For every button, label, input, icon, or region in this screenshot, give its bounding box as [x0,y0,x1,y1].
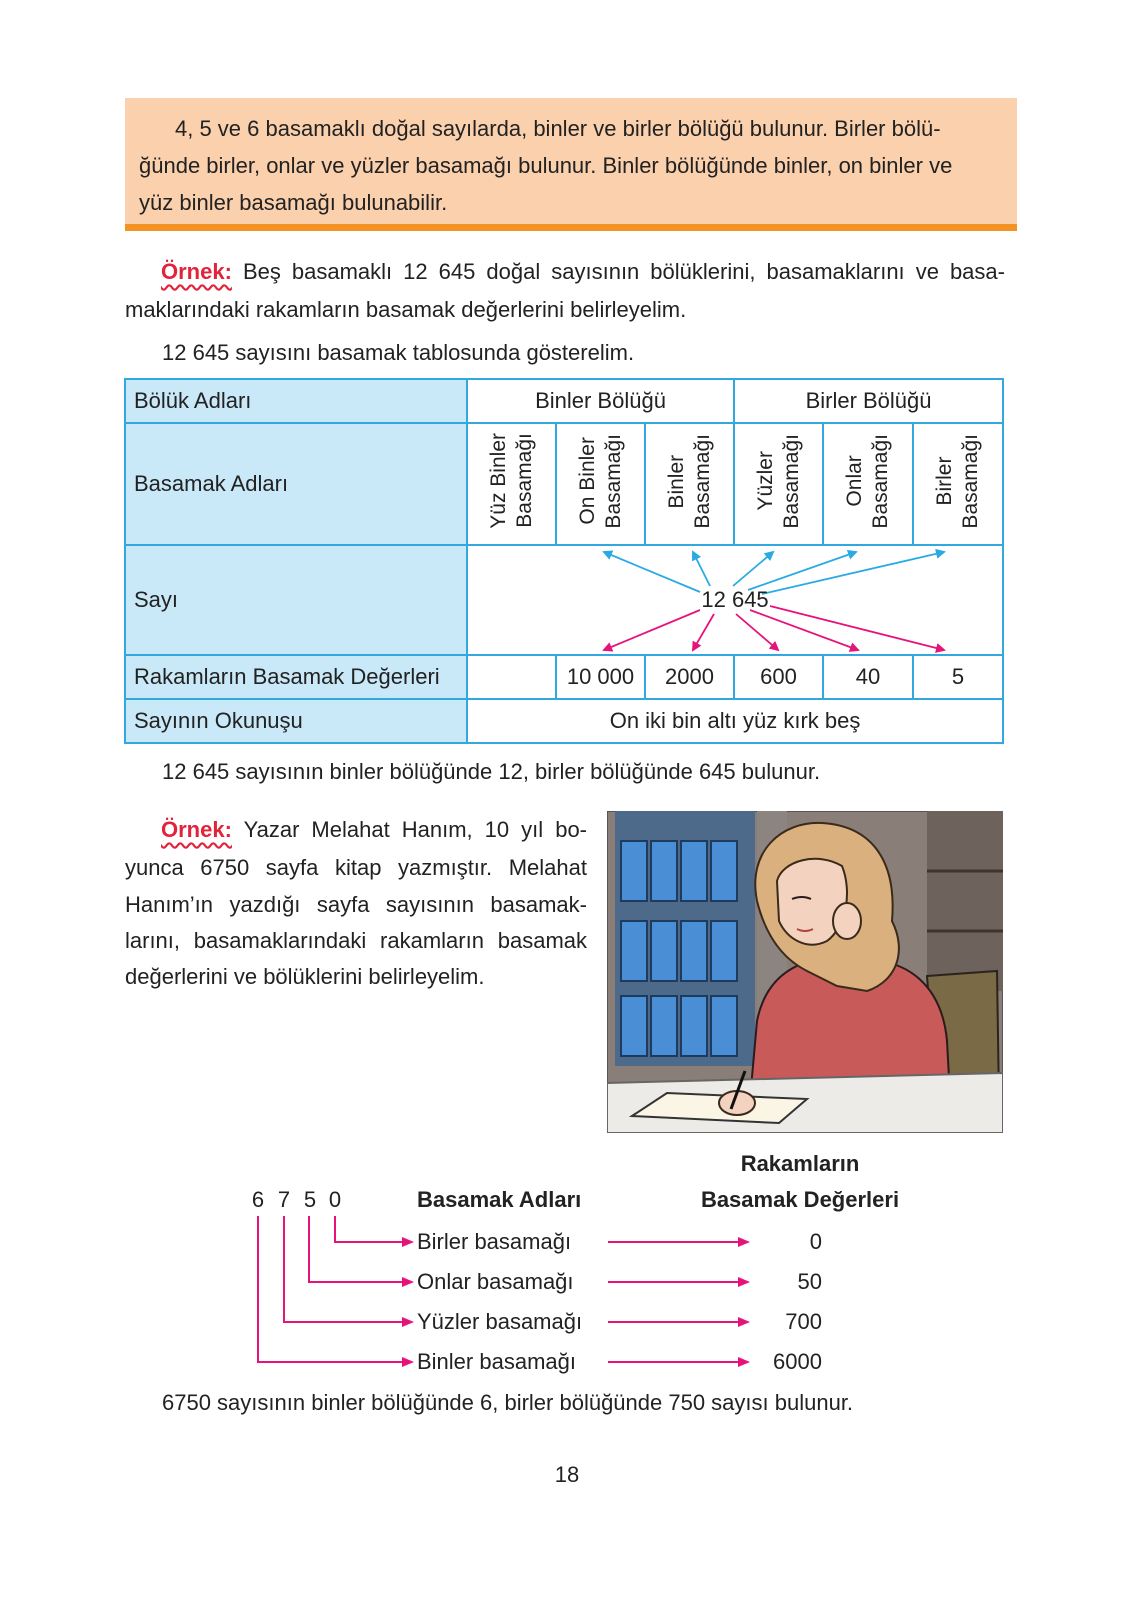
digit-0: 0 [328,1187,342,1212]
pink-arrow-600 [736,614,778,650]
row-basamaklar [125,423,1003,545]
table-number: 12 645 [701,587,769,612]
writer-illustration [607,811,1003,1133]
example1-line2: maklarındaki rakamların basamak değerlerini belirleyelim. [125,297,687,322]
blue-arrow-on-binler [604,552,700,592]
header-places: Basamak Adları [417,1187,582,1212]
example2-line1: Yazar Melahat Hanım, 10 yıl bo- [243,817,588,842]
example2-label: Örnek: [161,817,232,842]
number-reading: On iki bin altı yüz kırk beş [467,699,1003,743]
value-row-4: 6000 [773,1349,822,1374]
summary2: 6750 sayısının binler bölüğünde 6, birler bölüğünde 750 sayısı bulunur. [162,1390,854,1415]
row-degerler [125,655,1003,699]
digit-5: 5 [303,1187,317,1212]
value-yuz-binler [467,655,556,699]
row-header-boluk: Bölük Adları [125,379,467,423]
info-line-3: yüz binler basamağı bulunabilir. [139,190,448,215]
example2-line3: Hanım’ın yazdığı sayfa sayısının basamak- [125,892,587,917]
place-row-3: Yüzler basamağı [417,1309,583,1334]
bracket-yuzler [284,1216,412,1322]
row-header-deger: Rakamların Basamak Değerleri [125,655,467,699]
example1-label: Örnek: [161,259,232,284]
row-header-basamak: Basamak Adları [125,423,467,545]
place-yuzler: Yüzler Basamağı [734,423,823,545]
place-value-table [124,378,1004,744]
blue-arrow-binler [693,552,710,586]
place-row-1: Birler basamağı [417,1229,572,1254]
digit-6: 6 [251,1187,265,1212]
place-binler: Binler Basamağı [645,423,734,545]
example2-line5: değerlerini ve bölüklerini belirleyelim. [125,964,485,989]
place-on-binler: On Binler Basamağı [556,423,645,545]
value-row-3: 700 [785,1309,822,1334]
bracket-birler [335,1216,412,1242]
place-onlar: Onlar Basamağı [823,423,913,545]
pink-arrow-2000 [693,614,714,650]
value-onlar: 40 [823,655,913,699]
header-values-2: Basamak Değerleri [700,1187,900,1212]
place-row-2: Onlar basamağı [417,1269,574,1294]
header-values-1: Rakamların [740,1151,860,1176]
info-line-2: ğünde birler, onlar ve yüzler basamağı bulunur. Binler bölüğünde binler, on binler ve [139,153,953,178]
example2-line1-block [125,811,587,849]
place-birler: Birler Basamağı [913,423,1003,545]
value-yuzler: 600 [734,655,823,699]
row-header-sayi: Sayı [125,545,467,655]
row-bolukler [125,379,1003,423]
value-row-2: 50 [797,1269,822,1294]
group-binler: Binler Bölüğü [467,379,734,423]
summary1: 12 645 sayısının binler bölüğünde 12, birler bölüğünde 645 bulunur. [162,759,821,784]
place-row-4: Binler basamağı [417,1349,576,1374]
blue-arrow-yuzler [733,552,773,586]
info-line-1: 4, 5 ve 6 basamaklı doğal sayılarda, binler ve birler bölüğü bulunur. Birler bölü- [175,116,941,141]
pink-arrow-10000 [604,610,700,650]
bracket-onlar [309,1216,412,1282]
example1-line1-block [125,253,1005,291]
info-box [125,98,1017,231]
row-sayi [125,545,1003,655]
example1-line1: Beş basamaklı 12 645 doğal sayısının bölüklerini, basamaklarını ve basa- [242,259,1005,284]
value-row-1: 0 [809,1229,822,1254]
value-birler: 5 [913,655,1003,699]
blue-arrow-birler [762,552,944,594]
digit-7: 7 [277,1187,291,1212]
group-birler: Birler Bölüğü [734,379,1003,423]
example1-intro: 12 645 sayısını basamak tablosunda gösterelim. [162,340,635,365]
number-cell [467,545,1003,655]
row-header-okunus: Sayının Okunuşu [125,699,467,743]
place-yuz-binler: Yüz Binler Basamağı [467,423,556,545]
pink-arrow-40 [750,610,858,650]
row-okunus [125,699,1003,743]
example2-line4: larını, basamaklarındaki rakamların basamak [125,928,587,953]
value-on-binler: 10 000 [556,655,645,699]
example2-line2: yunca 6750 sayfa kitap yazmıştır. Melahat [125,855,587,880]
page-number: 18 [554,1462,580,1487]
value-binler: 2000 [645,655,734,699]
